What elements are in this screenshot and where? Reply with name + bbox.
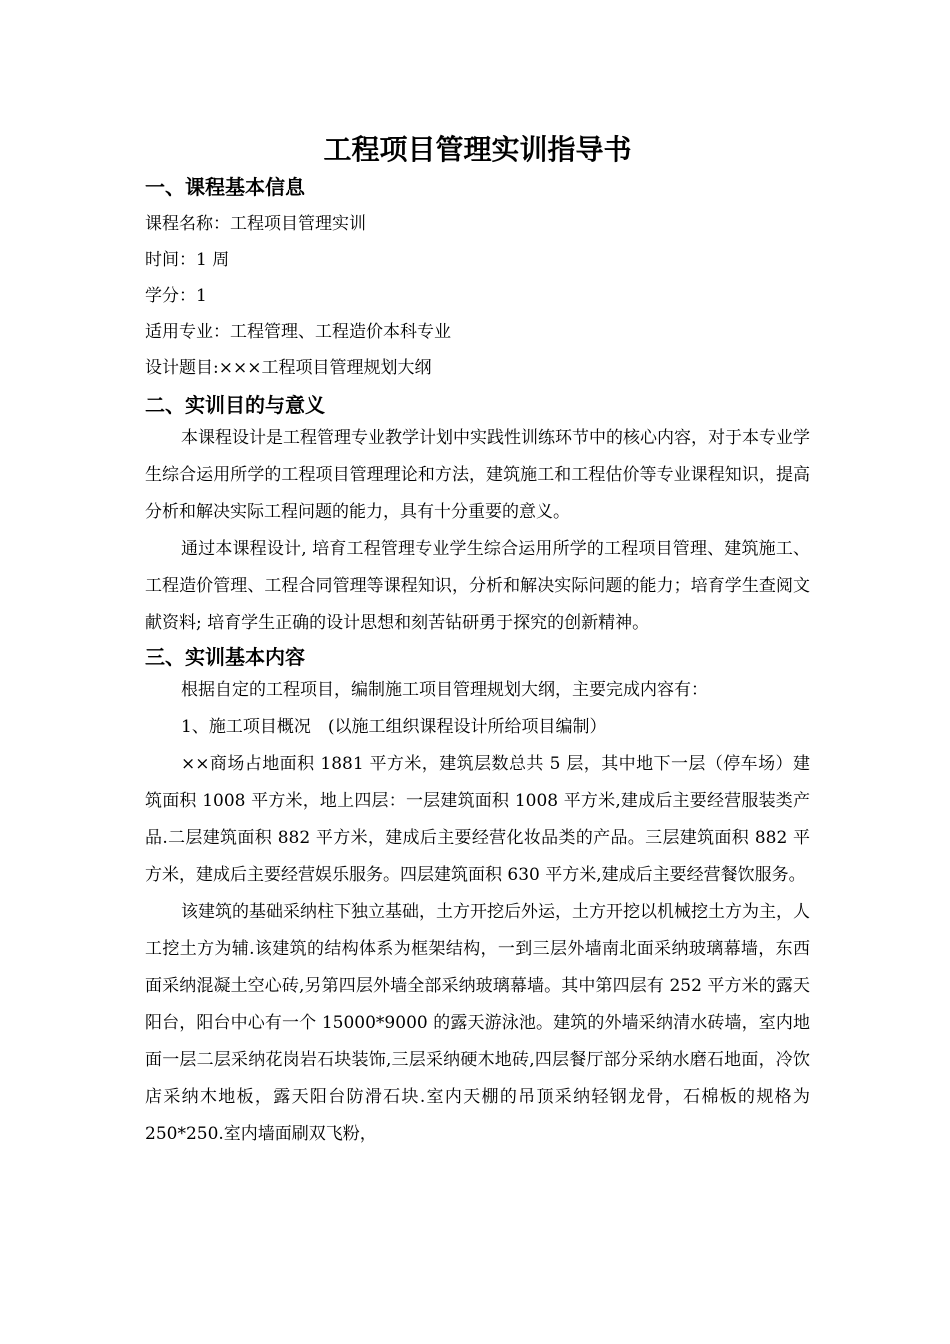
content-intro: 根据自定的工程项目，编制施工项目管理规划大纲，主要完成内容有：: [181, 680, 708, 700]
course-name-line: 课程名称：工程项目管理实训: [145, 214, 366, 234]
duration-line: 时间：1 周: [145, 250, 230, 270]
project-overview-paragraph: ××商场占地面积 1881 平方米，建筑层数总共 5 层，其中地下一层（停车场）建筑面积 1008 平方米，地上四层：一层建筑面积 1008 平方米,建成后主要经营服装类产品.二层建筑面积 882 平方米，建成后主要经营化妆品类的产品。三层建筑面积 882 平方米，建成后主要经营娱乐服务。四层建筑面积 630 平方米,建成后主要经营餐饮服务。: [145, 754, 810, 885]
document-title: 工程项目管理实训指导书: [323, 133, 632, 166]
purpose-paragraph: 本课程设计是工程管理专业教学计划中实践性训练环节中的核心内容，对于本专业学生综合运用所学的工程项目管理理论和方法，建筑施工和工程估价等专业课程知识，提高分析和解决实际工程问题的能力，具有十分重要的意义。: [145, 428, 810, 522]
project-structure-paragraph: 该建筑的基础采纳柱下独立基础，土方开挖后外运，土方开挖以机械挖土方为主，人工挖土方为辅.该建筑的结构体系为框架结构，一到三层外墙南北面采纳玻璃幕墙，东西面采纳混凝土空心砖,另第四层外墙全部采纳玻璃幕墙。其中第四层有 252 平方米的露天阳台，阳台中心有一个 15000*9000 的露天游泳池。建筑的外墙采纳清水砖墙，室内地面一层二层采纳花岗岩石块装饰,三层采纳硬木地砖,四层餐厅部分采纳水磨石地面，冷饮店采纳木地板，露天阳台防滑石块.室内天棚的吊顶采纳轻钢龙骨，石棉板的规格为 250*250.室内墙面刷双飞粉，: [145, 902, 810, 1144]
section-heading-purpose: 二、实训目的与意义: [145, 393, 325, 417]
section-heading-basic-info: 一、课程基本信息: [145, 175, 305, 199]
document-page: [145, 128, 810, 1153]
credit-line: 学分：1: [145, 286, 207, 306]
section-heading-content: 三、实训基本内容: [145, 645, 305, 669]
purpose-paragraph: 通过本课程设计, 培育工程管理专业学生综合运用所学的工程项目管理、建筑施工、工程造价管理、工程合同管理等课程知识，分析和解决实际问题的能力；培育学生查阅文献资料; 培育学生正确的设计思想和刻苦钻研勇于探究的创新精神。: [145, 539, 810, 633]
major-line: 适用专业：工程管理、工程造价本科专业: [145, 322, 451, 342]
design-topic-line: 设计题目:×××工程项目管理规划大纲: [145, 358, 432, 378]
content-item-1: 1、施工项目概况 (以施工组织课程设计所给项目编制）: [181, 717, 607, 737]
